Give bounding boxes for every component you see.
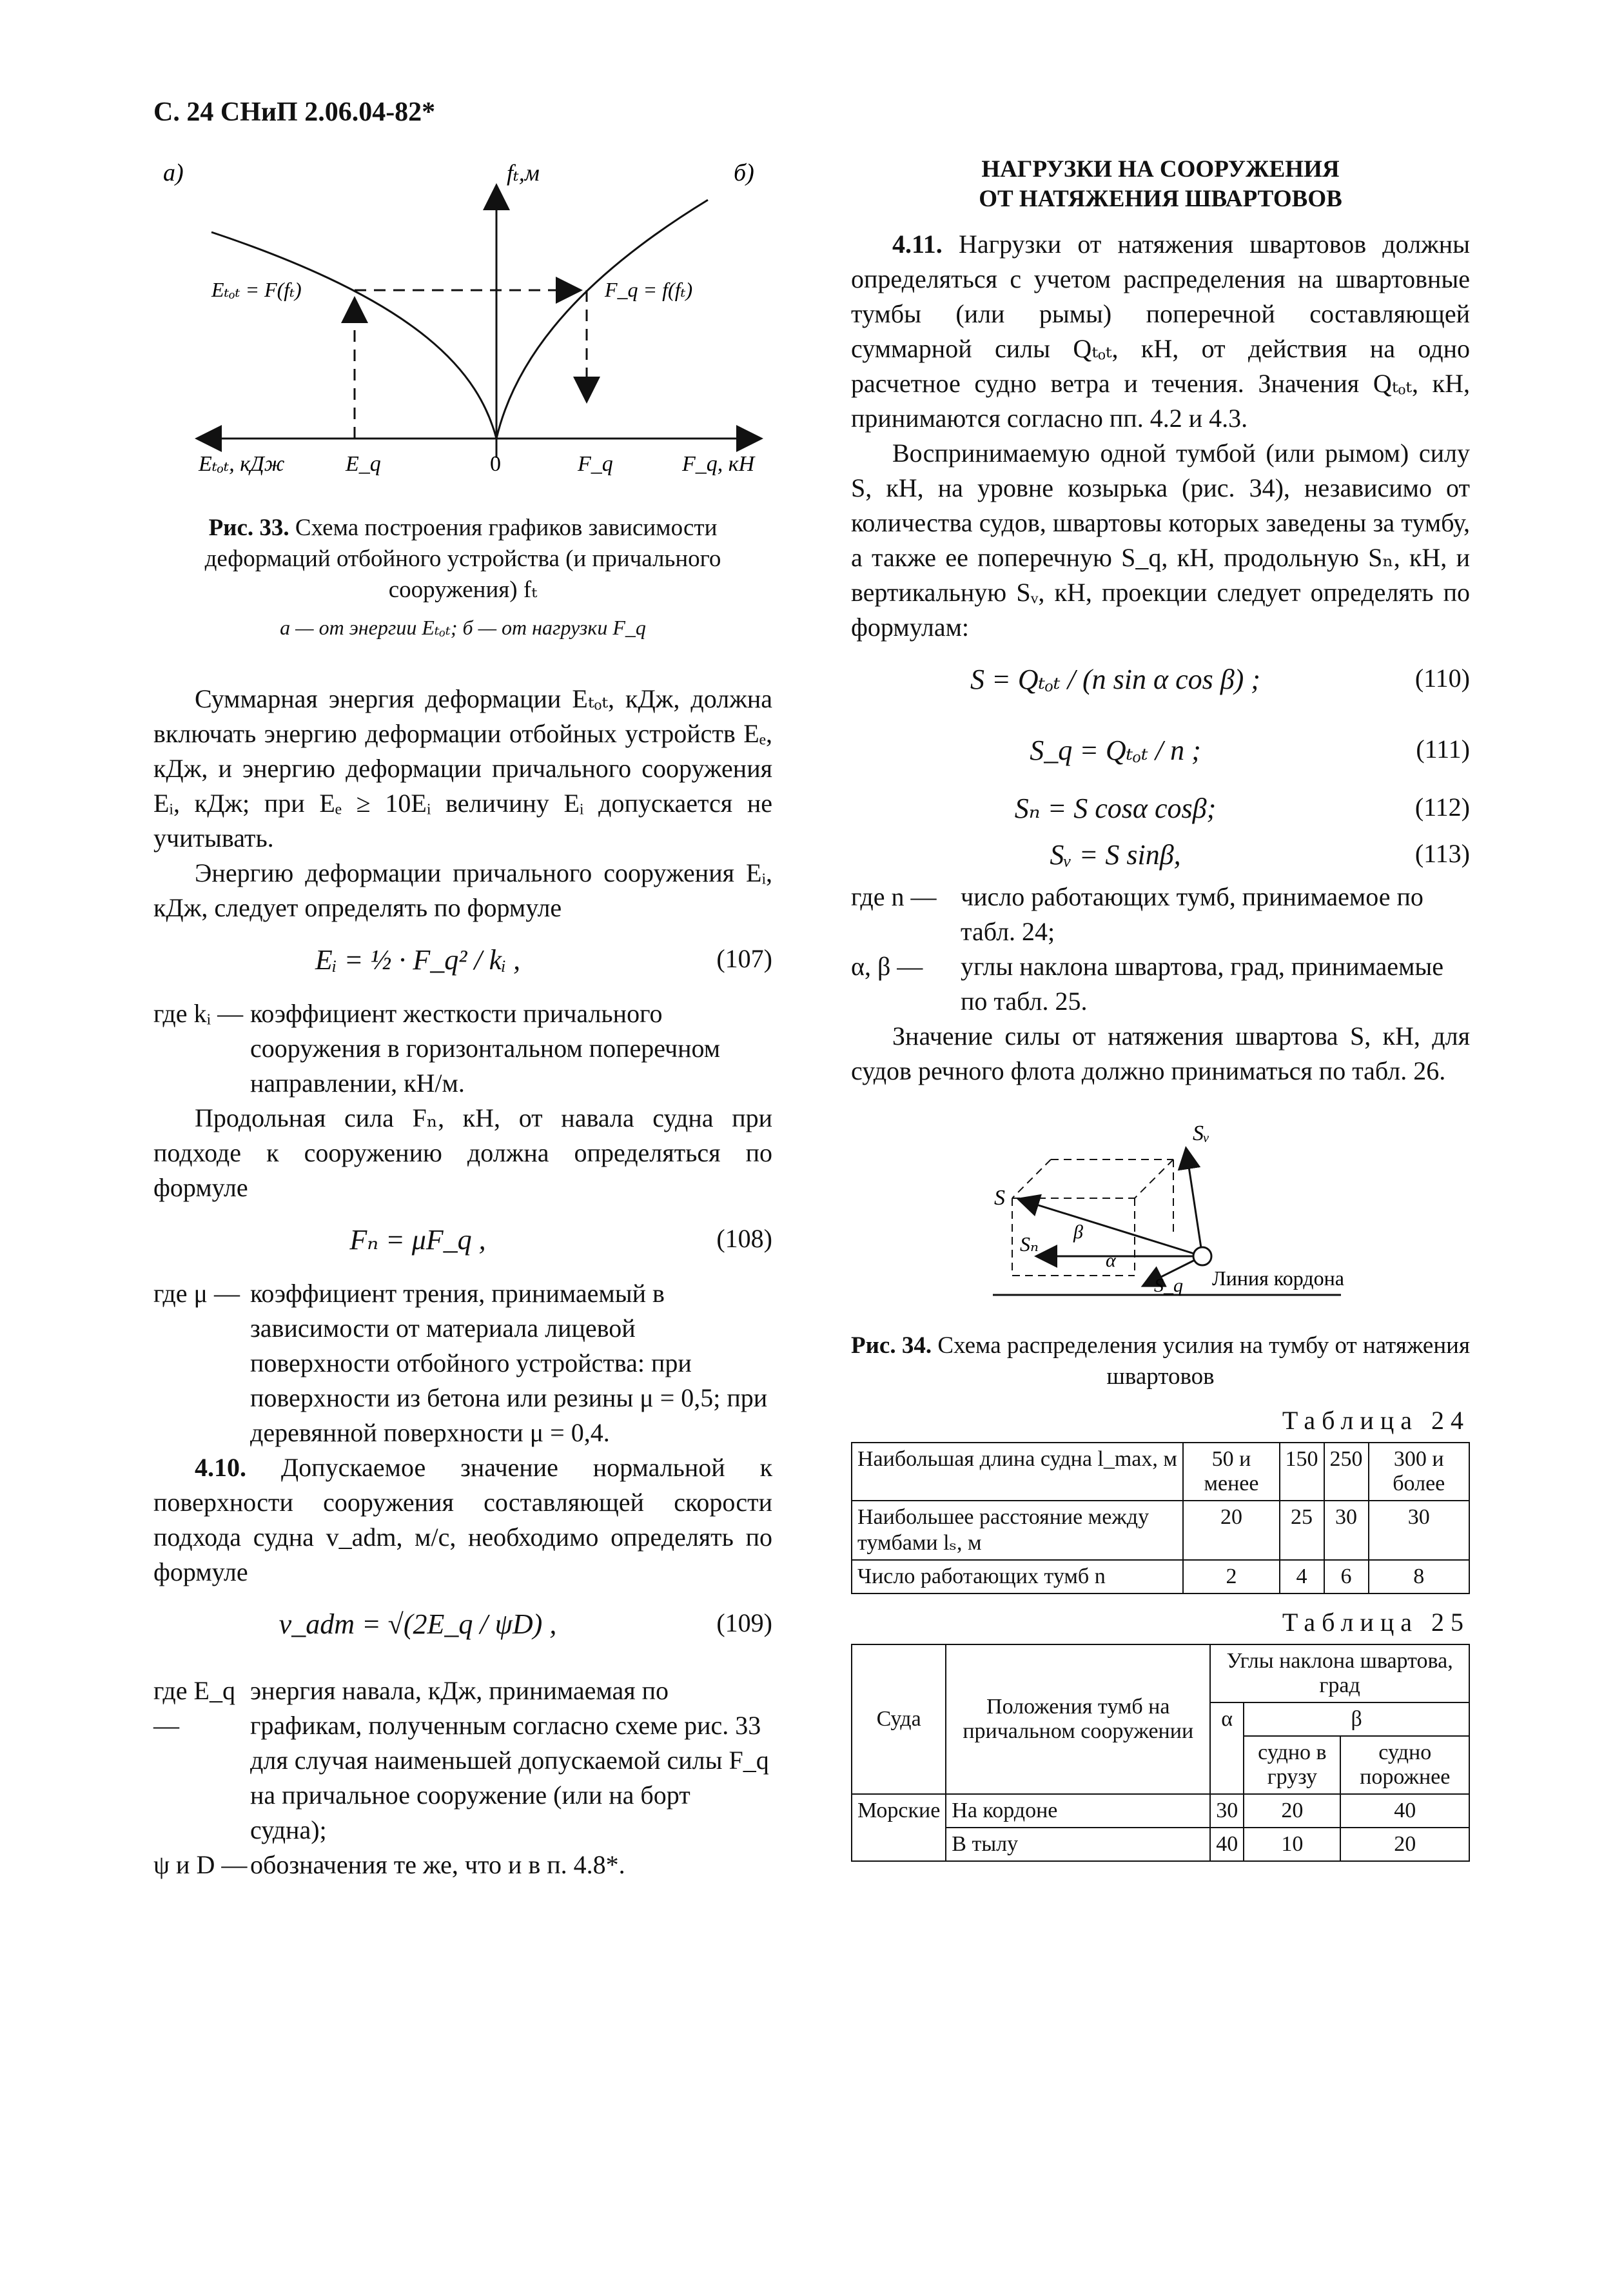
table-cell: Наибольшая длина судна l_max, м [852,1443,1183,1501]
table-cell: 40 [1210,1828,1244,1861]
table-header-empty: судно порожнее [1340,1736,1469,1794]
fig34-caption-text: Схема распределения усилия на тумбу от натяжения швартовов [937,1332,1470,1390]
where-108 [153,1276,772,1450]
table-25 [851,1644,1470,1862]
formula-110-number: (110) [1414,664,1470,693]
table-cell: На кордоне [946,1794,1210,1828]
formula-108 [153,1205,772,1276]
table-row [852,1560,1469,1593]
where-107-symbol: где kᵢ — [153,999,244,1028]
formula-111-expr: S_q = Qₜₒₜ / n ; [1030,735,1201,766]
table-cell: 30 [1369,1501,1469,1560]
table-cell-vessel: Морские [852,1794,946,1861]
formula-111 [851,716,1470,787]
fig33-tick-eq: E_q [346,452,381,476]
formula-112-expr: Sₙ = S cosα cosβ; [1014,793,1217,824]
formula-111-number: (111) [1416,735,1470,764]
formula-109 [153,1590,772,1673]
fig33-curve-right [496,200,708,439]
fig34-label-s: S [994,1186,1005,1210]
table-cell: 6 [1324,1560,1369,1593]
where-108-symbol: где μ — [153,1279,240,1308]
fig34-force-sv [1186,1150,1202,1256]
fig34-force-s [1020,1199,1202,1256]
table-row [852,1644,1469,1702]
formula-107 [153,925,772,996]
fig33-axis-left-label: Eₜₒₜ, кДж [199,452,285,476]
left-paragraph-1: Суммарная энергия деформации Eₜₒₜ, кДж, должна включать энергию деформации отбойных устройств Eₑ, кДж, и энергию деформации причального сооружения Eᵢ, кДж; при Eₑ ≥ 10Eᵢ величину Eᵢ допускается не учитывать. [153,684,772,853]
table-cell: 20 [1183,1501,1279,1560]
fig33-caption-lead: Рис. 33. [208,515,289,541]
formula-109-expr: v_adm = √(2E_q / ψD) , [279,1608,557,1640]
formula-113 [851,833,1470,880]
table-cell: 150 [1280,1443,1324,1501]
left-paragraph-2: Энергию деформации причального сооружения Eᵢ, кДж, следует определять по формуле [153,858,772,922]
clause-4-11-text: Нагрузки от натяжения швартовов должны определяться с учетом распределения на швартовные тумбы (или рымы) поперечной составляющей суммарной силы Qₜₒₜ, кН, от действия на одно расчетное судно ветра и течения. Значения Qₜₒₜ, кН, принимаются согласно пп. 4.2 и 4.3. [851,230,1470,433]
formula-108-number: (108) [716,1224,772,1253]
table-cell: 250 [1324,1443,1369,1501]
table-header-position: Положения тумб на причальном сооружении [946,1644,1210,1794]
table-24-title: Таблица 24 [1282,1406,1470,1435]
fig34-label-sv: Sᵥ [1193,1121,1210,1145]
fig34-box-edge [1135,1159,1173,1198]
right-column [851,155,1470,1862]
table-cell: 10 [1244,1828,1340,1861]
fig34-label-sq: S_q [1154,1275,1183,1296]
section-title-line-1: НАГРУЗКИ НА СООРУЖЕНИЯ [981,156,1340,183]
table-cell: 25 [1280,1501,1324,1560]
fig34-caption [851,1330,1470,1392]
fig33-label-b: б) [734,159,754,186]
table-cell: 50 и менее [1183,1443,1279,1501]
where-n-symbol: где n — [851,882,937,911]
figure-34 [851,1101,1470,1314]
fig33-tick-zero: 0 [490,452,501,476]
formula-110-expr: S = Qₜₒₜ / (n sin α cos β) ; [970,664,1260,695]
table-row [852,1443,1469,1501]
table-cell: 20 [1244,1794,1340,1828]
formula-113-number: (113) [1414,839,1470,868]
formula-110 [851,645,1470,716]
where-108-text: коэффициент трения, принимаемый в зависимости от материала лицевой поверхности отбойного устройства: при поверхности из бетона или резины μ = 0,5; при деревянной поверхности μ = 0,4. [250,1279,768,1447]
fig33-axis-right-label: F_q, кН [682,452,755,476]
where-ab-text: углы наклона швартова, град, принимаемые по табл. 25. [961,952,1444,1016]
fig34-label-alpha: α [1106,1250,1116,1271]
right-paragraph-2: Воспринимаемую одной тумбой (или рымом) силу S, кН, на уровне козырька (рис. 34), независимо от количества судов, швартовы которых заведены за тумбу, а также ее поперечную S_q, кН, продольную Sₙ, кН, и вертикальную Sᵥ, кН, проекции следует определять по формулам: [851,439,1470,642]
fig33-fq-fn: F_q = f(fₜ) [605,278,693,301]
where-n-text: число работающих тумб, принимаемое по табл. 24; [961,882,1423,946]
right-paragraph-3: Значение силы от натяжения швартова S, кН, для судов речного флота должно приниматься по табл. 26. [851,1021,1470,1085]
table-cell: 30 [1324,1501,1369,1560]
left-column [153,155,772,1882]
fig34-label-line: Линия кордона [1212,1267,1344,1290]
fig33-etot-fn: Eₜₒₜ = F(fₜ) [211,278,302,301]
fig33-caption [153,513,772,606]
where-109 [153,1673,772,1882]
where-109b-symbol: ψ и D — [153,1850,248,1879]
table-cell: 30 [1210,1794,1244,1828]
section-title [851,155,1470,214]
where-110-113 [851,880,1470,1019]
table-24 [851,1442,1470,1594]
fig33-axis-y-label: fₜ,м [507,160,540,186]
table-header-loaded: судно в грузу [1244,1736,1340,1794]
table-header-beta: β [1244,1702,1469,1736]
fig33-caption-text: Схема построения графиков зависимости деформаций отбойного устройства (и причального сооружения) fₜ [204,515,721,603]
fig34-caption-lead: Рис. 34. [851,1332,932,1359]
table-row [852,1501,1469,1560]
right-paragraph-1 [851,227,1470,436]
formula-108-expr: Fₙ = μF_q , [349,1224,486,1256]
where-109b-text: обозначения те же, что и в п. 4.8*. [250,1850,625,1879]
formula-112-number: (112) [1414,793,1470,822]
where-107-text: коэффициент жесткости причального сооружения в горизонтальном поперечном направлении, кН/м. [250,999,721,1098]
where-109-text: энергия навала, кДж, принимаемая по графикам, полученным согласно схеме рис. 33 для случая наименьшей допускаемой силы F_q на причальное сооружение (или на борт судна); [250,1676,769,1844]
formula-107-number: (107) [716,944,772,973]
table-cell: 8 [1369,1560,1469,1593]
table-cell: Наибольшее расстояние между тумбами lₛ, м [852,1501,1183,1560]
page-header: С. 24 СНиП 2.06.04-82* [153,97,436,127]
table-header-angles: Углы наклона швартова, град [1210,1644,1469,1702]
table-cell: 4 [1280,1560,1324,1593]
formula-109-number: (109) [716,1608,772,1637]
formula-112 [851,787,1470,833]
fig33-label-a: а) [163,159,184,186]
table-row [852,1794,1469,1828]
left-paragraph-4 [153,1450,772,1590]
fig34-bollard [1193,1247,1211,1265]
table-cell: 2 [1183,1560,1279,1593]
table-cell: 40 [1340,1794,1469,1828]
fig34-box-edge [1012,1159,1051,1198]
table-cell: В тылу [946,1828,1210,1861]
table-cell: 300 и более [1369,1443,1469,1501]
table-25-title: Таблица 25 [1282,1608,1470,1637]
clause-4-10-number: 4.10. [195,1453,246,1482]
figure-33 [153,155,772,490]
fig34-label-beta: β [1073,1221,1083,1243]
clause-4-10-text: Допускаемое значение нормальной к поверхности сооружения составляющей скорости подхода судна v_adm, м/с, необходимо определять по формуле [153,1453,773,1586]
table-cell: Число работающих тумб n [852,1560,1183,1593]
fig34-label-sn: Sₙ [1020,1232,1039,1256]
where-107 [153,996,772,1101]
where-109-symbol: где E_q — [153,1676,235,1740]
left-paragraph-3: Продольная сила Fₙ, кН, от навала судна при подходе к сооружению должна определяться по формуле [153,1103,772,1202]
section-title-line-2: ОТ НАТЯЖЕНИЯ ШВАРТОВОВ [979,186,1342,212]
where-ab-symbol: α, β — [851,952,923,981]
formula-107-expr: Eᵢ = ½ · F_q² / kᵢ , [315,944,521,976]
table-cell: 20 [1340,1828,1469,1861]
formula-113-expr: Sᵥ = S sinβ, [1050,839,1181,871]
table-header-alpha: α [1210,1702,1244,1794]
clause-4-11-number: 4.11. [892,230,943,259]
fig33-tick-fq: F_q [578,452,613,476]
table-header-vessels: Суда [852,1644,946,1794]
fig33-caption-sub: а — от энергии Eₜₒₜ; б — от нагрузки F_q [280,616,646,639]
